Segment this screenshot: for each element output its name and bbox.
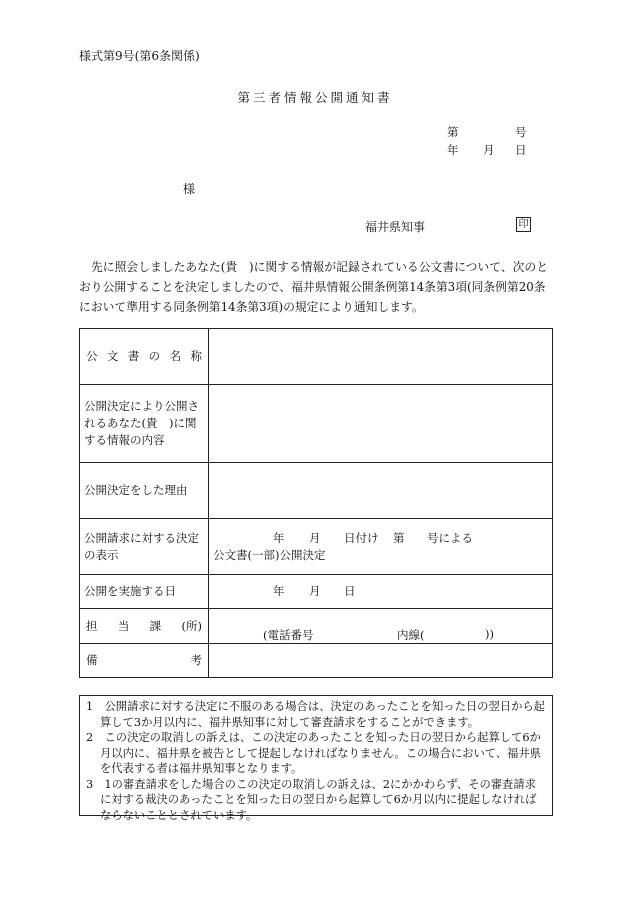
date-year-label: 年 [447, 143, 459, 157]
label-section-in-charge-char-0: 担 [86, 618, 98, 633]
label-section-in-charge-text [84, 618, 204, 635]
extension-label: 内線( [397, 628, 425, 642]
impl-day: 日 [344, 584, 356, 598]
date-day-label: 日 [515, 143, 527, 157]
decision-line2: 公文書(一部)公開決定 [213, 548, 326, 562]
date-month-label: 月 [483, 143, 495, 157]
value-document-name [209, 329, 553, 385]
label-section-in-charge-char-2: 課 [149, 618, 162, 633]
note-3: 3 1の審査請求をした場合のこの決定の取消しの訴えは、2にかかわらず、その審査請求に対する裁決のあったことを知った日の翌日から起算して6か月以内に提起しなければならないこととされています。 [86, 777, 537, 822]
decision-year: 年 [273, 531, 285, 545]
note-1: 1 公開請求に対する決定に不服のある場合は、決定のあったことを知った日の翌日から起算して3か月以内に、福井県知事に対して審査請求をすることができます。 [86, 700, 545, 729]
label-remarks [80, 644, 209, 678]
label-section-in-charge-char-3: (所) [181, 618, 202, 633]
label-decision-display: 公開請求に対する決定の表示 [80, 519, 209, 575]
value-info-content [209, 385, 553, 463]
label-info-content: 公開決定により公開されるあなた(貴 )に関する情報の内容 [80, 385, 209, 463]
notice-table [79, 328, 553, 678]
label-remarks-char-1: 考 [190, 653, 202, 667]
value-implementation-date [209, 575, 553, 609]
label-document-name-char-4: 名 [169, 349, 182, 363]
document-title: 第三者情報公開通知書 [237, 90, 393, 105]
addressee-suffix: 様 [183, 182, 196, 196]
document-number-prefix: 第 [447, 125, 459, 139]
issuer-name: 福井県知事 [365, 220, 426, 234]
label-section-in-charge [80, 609, 209, 644]
form-number: 様式第9号(第6条関係) [79, 49, 200, 63]
label-reason: 公開決定をした理由 [80, 463, 209, 519]
label-document-name-char-1: 文 [106, 349, 119, 363]
notes-box [79, 695, 553, 822]
impl-year: 年 [273, 584, 285, 598]
label-document-name-text [84, 348, 204, 365]
decision-no-suffix: 号による [427, 531, 473, 545]
decision-month: 月 [309, 531, 321, 545]
label-remarks-text [84, 652, 204, 669]
phone-number-label: (電話番号 [263, 628, 314, 642]
label-document-name-char-3: の [148, 349, 161, 363]
value-remarks [209, 644, 553, 678]
value-section-in-charge [209, 609, 553, 644]
note-2: 2 この決定の取消しの訴えは、この決定のあったことを知った日の翌日から起算して6か月以内に、福井県を被告として提起しなければなりません。この場合において、福井県を代表する者は福井県知事となります。 [86, 731, 542, 775]
label-document-name-char-2: 書 [127, 349, 140, 363]
impl-month: 月 [309, 584, 321, 598]
value-reason [209, 463, 553, 519]
label-document-name-char-5: 称 [190, 349, 202, 363]
value-decision-display [209, 519, 553, 575]
document-number-suffix: 号 [515, 125, 527, 139]
decision-no-prefix: 第 [393, 531, 405, 545]
label-document-name [80, 329, 209, 385]
label-section-in-charge-char-1: 当 [117, 618, 130, 633]
label-document-name-char-0: 公 [86, 349, 98, 363]
label-implementation-date: 公開を実施する日 [80, 575, 209, 609]
seal-mark: 印 [516, 217, 531, 232]
label-remarks-char-0: 備 [86, 653, 98, 667]
notice-body-text: 先に照会しましたあなた(貴 )に関する情報が記録されている公文書について、次のとおり公開することを決定しましたので、福井県情報公開条例第14条第3項(同条例第20条において準用する同条例第14条第3項)の規定により通知します。 [79, 260, 549, 314]
decision-dated: 日付け [344, 531, 379, 545]
extension-close: )) [485, 627, 494, 641]
